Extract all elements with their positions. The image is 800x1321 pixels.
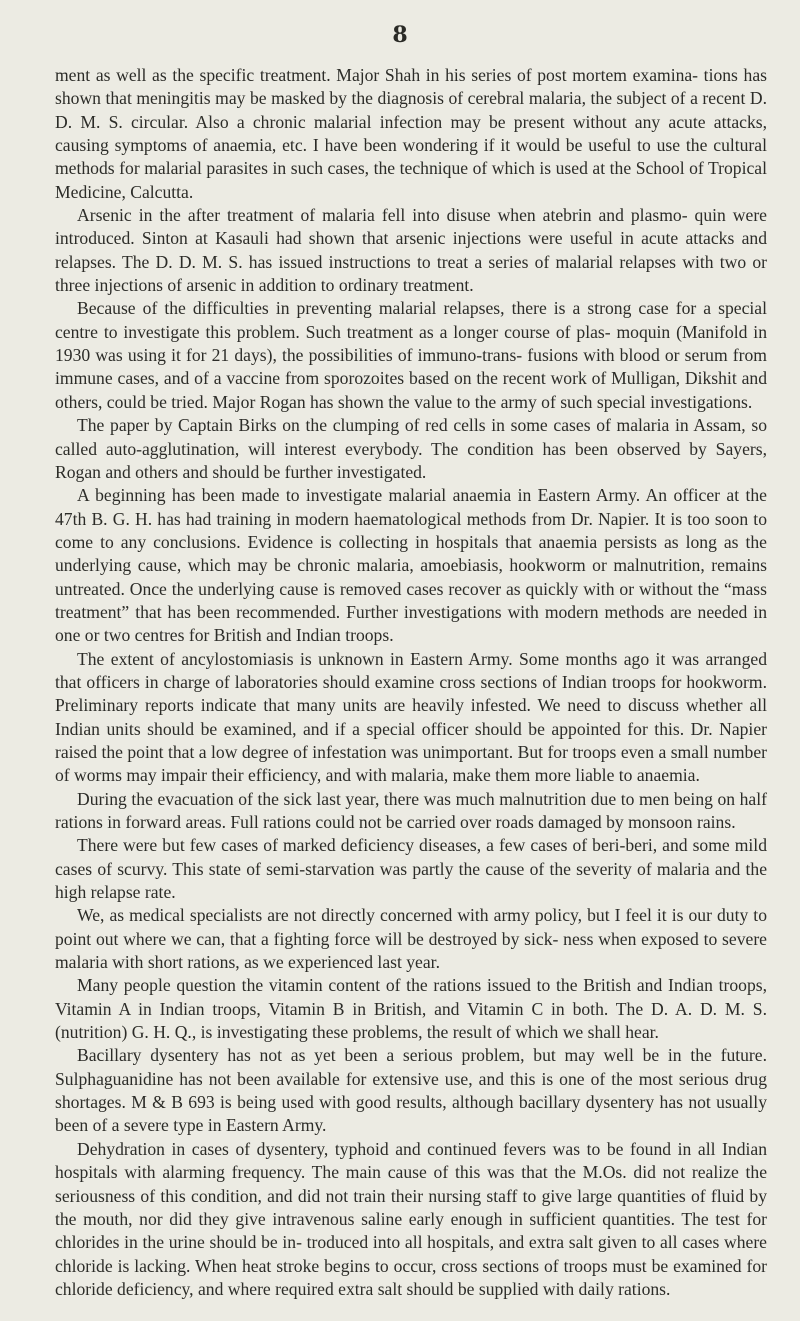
paragraph: During the evacuation of the sick last year, there was much malnutrition due to men being on half rations in forward areas. Full rations could not be carried over roads damaged by monsoon rains. (55, 788, 767, 832)
paragraph: Because of the difficulties in preventing malarial relapses, there is a strong case for a special centre to investigate this problem. Such treatment as a longer course of plas- moquin (Manifold in 1930 was using it for 21 days), the possibilities of immuno-trans- fusions with blood or serum from immune cases, and of a vaccine from sporozoites based on the recent work of Mulligan, Dikshit and others, could be tried. Major Rogan has shown the value to the army of such special investigations. (55, 298, 767, 412)
paragraph: Dehydration in cases of dysentery, typhoid and continued fevers was to be found in all Indian hospitals with alarming frequency. The main cause of this was that the M.Os. did not realize the seriousness of this condition, and did not train their nursing staff to give large quantities of fluid by the mouth, nor did they give intravenous saline early enough in sufficient quantities. The test for chlorides in the urine should be in- troduced into all hospitals, and extra salt given to all cases where chloride is lacking. When heat stroke begins to occur, cross sections of troops must be examined for chloride deficiency, and where required extra salt should be supplied with daily rations. (55, 1138, 767, 1299)
paragraph: Many people question the vitamin content of the rations issued to the British and Indian troops, Vitamin A in Indian troops, Vitamin B in British, and Vitamin C in both. The D. A. D. M. S. (nutrition) G. H. Q., is investigating these problems, the result of which we shall hear. (55, 975, 767, 1043)
paragraph: Arsenic in the after treatment of malaria fell into disuse when atebrin and plasmo- quin were introduced. Sinton at Kasauli had shown that arsenic injections were useful in acute attacks and relapses. The D. D. M. S. has issued instructions to treat a series of malarial relapses with two or three injections of arsenic in addition to ordinary treatment. (55, 205, 767, 296)
paragraph: There were but few cases of marked deficiency diseases, a few cases of beri-beri, and some mild cases of scurvy. This state of semi-starvation was partly the cause of the severity of malaria and the high relapse rate. (55, 835, 767, 903)
paragraph: ment as well as the specific treatment. Major Shah in his series of post mortem examina- tions has shown that meningitis may be masked by the diagnosis of cerebral malaria, the subject of a recent D. D. M. S. circular. Also a chronic malarial infection may be present without any acute attacks, causing symptoms of anaemia, etc. I have been wondering if it would be useful to use the cultural methods for malarial parasites in such cases, the technique of which is used at the School of Tropical Medicine, Calcutta. (55, 65, 767, 202)
paragraph: The extent of ancylostomiasis is unknown in Eastern Army. Some months ago it was arranged that officers in charge of laboratories should examine cross sections of Indian troops for hookworm. Preliminary reports indicate that many units are heavily infested. We need to discuss whether all Indian units should be examined, and if a special officer should be appointed for this. Dr. Napier raised the point that a low degree of infestation was unimportant. But for troops even a small number of worms may impair their efficiency, and with malaria, make them more liable to anaemia. (55, 648, 767, 786)
article-body (55, 64, 767, 1301)
paragraph: A beginning has been made to investigate malarial anaemia in Eastern Army. An officer at the 47th B. G. H. has had training in modern haematological methods from Dr. Napier. It is too soon to come to any conclusions. Evidence is collecting in hospitals that anaemia persists as long as the underlying cause, which may be chronic malaria, amoebiasis, hookworm or malnutrition, remains untreated. Once the underlying cause is removed cases recover as quickly with or without the “mass treatment” that has been recommended. Further investigations with modern methods are needed in one or two centres for British and Indian troops. (55, 485, 767, 646)
paragraph: Bacillary dysentery has not as yet been a serious problem, but may well be in the future. Sulphaguanidine has not been available for extensive use, and this is one of the most serious drug shortages. M & B 693 is being used with good results, although bacillary dysentery has not usually been of a severe type in Eastern Army. (55, 1045, 767, 1136)
page-number: 8 (392, 22, 408, 48)
paragraph: We, as medical specialists are not directly concerned with army policy, but I feel it is our duty to point out where we can, that a fighting force will be destroyed by sick- ness when exposed to severe malaria with short rations, as we experienced last year. (55, 905, 767, 973)
paragraph: The paper by Captain Birks on the clumping of red cells in some cases of malaria in Assam, so called auto-agglutination, will interest everybody. The condition has been observed by Sayers, Rogan and others and should be further investigated. (55, 415, 767, 482)
